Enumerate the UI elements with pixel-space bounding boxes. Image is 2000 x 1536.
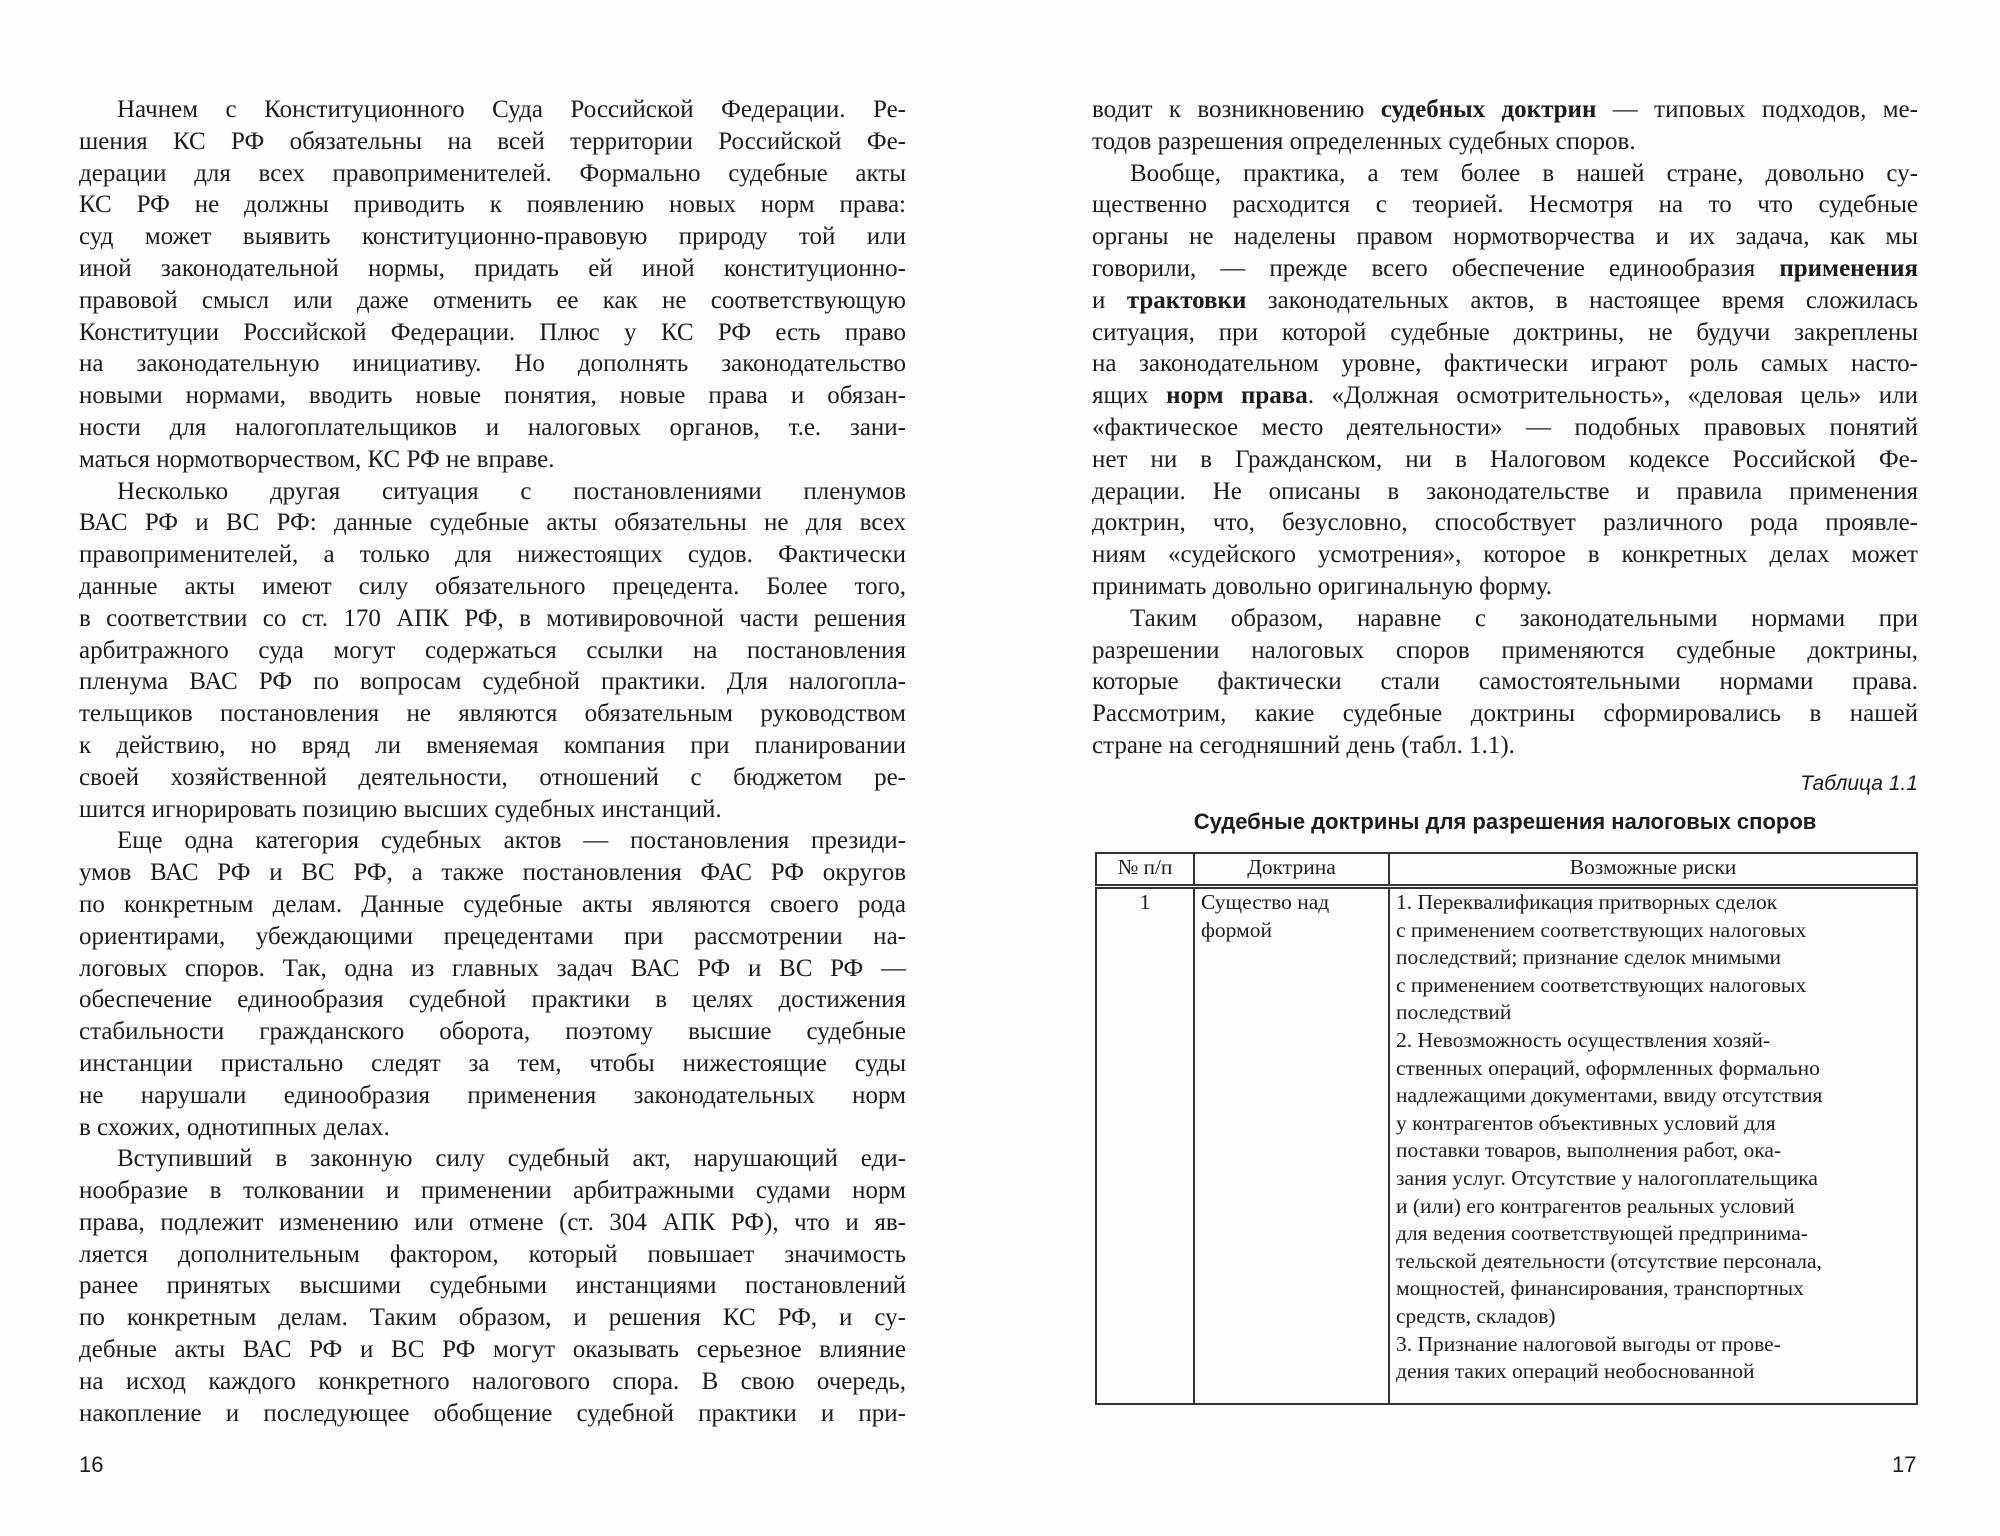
text-line: разрешении налоговых споров применяются судебные доктрины, xyxy=(1092,636,1918,664)
risk-line: зания услуг. Отсутствие у налогоплательщика xyxy=(1396,1165,1818,1190)
text-line xyxy=(1092,253,1918,285)
text-line: по конкретным делам. Данные судебные акты являются своего рода xyxy=(79,890,906,918)
risk-line: с применением соответствующих налоговых xyxy=(1396,972,1807,997)
risk-line: ственных операций, оформленных формально xyxy=(1396,1055,1820,1080)
text-line: накопление и последующее обобщение судебной практики и при- xyxy=(79,1399,906,1427)
doctrine-line: Существо над xyxy=(1201,890,1330,914)
header-risks: Возможные риски xyxy=(1389,853,1917,887)
left-page-text xyxy=(79,94,906,1429)
text-line: ности для налогоплательщиков и налоговых органов, т.е. зани- xyxy=(79,413,906,441)
text-line: шения КС РФ обязательны на всей территории Российской Фе- xyxy=(79,127,906,155)
text-line: Конституции Российской Федерации. Плюс у КС РФ есть право xyxy=(79,318,906,346)
text-line xyxy=(1092,94,1918,126)
risk-line: последствий; признание сделок мнимыми xyxy=(1396,945,1782,970)
text-line: по конкретным делам. Таким образом, и решения КС РФ, и су- xyxy=(79,1304,906,1332)
text-line: дерации для всех правоприменителей. Формально судебные акты xyxy=(79,159,906,187)
text-line: нет ни в Гражданском, ни в Налоговом кодексе Российской Фе- xyxy=(1092,445,1918,473)
text-segment: и xyxy=(1092,286,1127,314)
text-line xyxy=(1092,285,1918,317)
text-line: на исход каждого конкретного налогового спора. В свою очередь, xyxy=(79,1367,906,1395)
text-line: тельщиков постановления не являются обязательным руководством xyxy=(79,700,906,728)
paragraph xyxy=(79,476,906,826)
text-line: Еще одна категория судебных актов — постановления президи- xyxy=(117,827,906,855)
text-line: к действию, но вряд ли вменяемая компания при планировании xyxy=(79,731,906,759)
cell-doctrine xyxy=(1194,887,1389,1404)
risk-line: поставки товаров, выполнения работ, ока- xyxy=(1396,1138,1782,1163)
text-segment: ящих xyxy=(1092,382,1167,410)
risk-line: средств, складов) xyxy=(1396,1303,1556,1328)
paragraph xyxy=(79,94,906,476)
text-segment: — типовых подходов, ме- xyxy=(1596,96,1918,123)
text-line: Рассмотрим, какие судебные доктрины сформировались в нашей xyxy=(1092,700,1918,728)
text-line: доктрин, что, безусловно, способствует различного рода проявле- xyxy=(1092,509,1918,537)
text-line: права, подлежит изменению или отмене (ст. 304 АПК РФ), что и яв- xyxy=(79,1208,906,1236)
table-row xyxy=(1096,887,1917,1404)
text-line: инстанции пристально следят за тем, чтобы нижестоящие суды xyxy=(79,1049,906,1077)
risk-line: надлежащими документами, ввиду отсутствия xyxy=(1396,1083,1823,1108)
text-segment: . «Должная осмотрительность», «деловая цель» или xyxy=(1307,382,1918,410)
text-line: Вступивший в законную силу судебный акт, нарушающий еди- xyxy=(117,1145,906,1173)
text-line xyxy=(1092,380,1918,412)
text-segment: водит к возникновению xyxy=(1092,96,1381,123)
text-line: принимать довольно оригинальную форму. xyxy=(1092,572,1552,600)
text-line: тодов разрешения определенных судебных споров. xyxy=(1092,127,1636,155)
header-number: № п/п xyxy=(1096,853,1194,887)
doctrine-line: формой xyxy=(1201,917,1272,942)
text-line: Начнем с Конституционного Суда Российской Федерации. Ре- xyxy=(117,96,906,123)
text-line: на законодательную инициативу. Но дополнять законодательство xyxy=(79,350,906,378)
text-line: Таким образом, наравне с законодательными нормами при xyxy=(1130,604,1918,632)
bold-term: применения xyxy=(1779,254,1918,282)
text-line: в схожих, однотипных делах. xyxy=(79,1113,390,1141)
paragraph xyxy=(79,1143,906,1429)
text-line: ляется дополнительным фактором, который повышает значимость xyxy=(79,1240,906,1268)
text-line: суд может выявить конституционно-правовую природу той или xyxy=(79,223,906,251)
bold-term: трактовки xyxy=(1126,286,1247,314)
text-line: новыми нормами, вводить новые понятия, новые права и обязан- xyxy=(79,382,906,410)
text-line: своей хозяйственной деятельности, отношений с бюджетом ре- xyxy=(79,763,906,791)
text-line: щественно расходится с теорией. Несмотря на то что судебные xyxy=(1092,191,1918,219)
text-line: иной законодательной нормы, придать ей иной конституционно- xyxy=(79,254,906,282)
text-line: маться нормотворчеством, КС РФ не вправе. xyxy=(79,445,555,473)
risk-line: и (или) его контрагентов реальных условий xyxy=(1396,1193,1795,1218)
text-line: «фактическое место деятельности» — подобных правовых понятий xyxy=(1092,413,1918,441)
cell-risks xyxy=(1389,887,1917,1404)
text-line: обеспечение единообразия судебной практики в целях достижения xyxy=(79,986,906,1014)
text-line: данные акты имеют силу обязательного прецедента. Более того, xyxy=(79,572,906,600)
text-line: правовой смысл или даже отменить ее как не соответствующую xyxy=(79,286,906,314)
bold-term: судебных доктрин xyxy=(1380,96,1597,123)
risk-line: с применением соответствующих налоговых xyxy=(1396,917,1807,942)
cell-number: 1 xyxy=(1096,887,1194,1404)
text-line: не нарушали единообразия применения законодательных норм xyxy=(79,1081,906,1109)
page-number-right: 17 xyxy=(1892,1452,1917,1477)
text-line: арбитражного суда могут содержаться ссылки на постановления xyxy=(79,636,906,664)
page-number-left: 16 xyxy=(79,1452,104,1477)
text-line: умов ВАС РФ и ВС РФ, а также постановления ФАС РФ округов xyxy=(79,859,906,887)
text-line: пленума ВАС РФ по вопросам судебной практики. Для налогопла- xyxy=(79,668,906,696)
text-line: ранее принятых высшими судебными инстанциями постановлений xyxy=(79,1272,906,1300)
risk-line: 3. Признание налоговой выгоды от прове- xyxy=(1396,1331,1781,1356)
text-segment: говорили, — прежде всего обеспечение единообразия xyxy=(1092,254,1780,282)
text-line: ниям «судейского усмотрения», которое в конкретных делах может xyxy=(1092,541,1918,569)
right-page-text xyxy=(1092,94,1918,762)
text-line: ВАС РФ и ВС РФ: данные судебные акты обязательны не для всех xyxy=(79,509,906,537)
text-line: Несколько другая ситуация с постановлениями пленумов xyxy=(117,477,906,505)
text-line: на законодательном уровне, фактически играют роль самых насто- xyxy=(1092,350,1918,378)
bold-term: норм права xyxy=(1166,382,1308,410)
risk-line: 2. Невозможность осуществления хозяй- xyxy=(1396,1027,1771,1052)
risk-line: у контрагентов объективных условий для xyxy=(1396,1110,1776,1135)
text-line: ориентирами, убеждающими прецедентами при рассмотрении на- xyxy=(79,922,906,950)
risk-line: дения таких операций необоснованной xyxy=(1396,1359,1755,1384)
paragraph xyxy=(79,825,906,1143)
risk-line: тельской деятельности (отсутствие персонала, xyxy=(1396,1248,1822,1273)
table-title: Судебные доктрины для разрешения налоговых споров xyxy=(1193,809,1817,834)
paragraph xyxy=(1092,603,1918,762)
paragraph xyxy=(1092,158,1918,603)
text-line: стране на сегодняшний день (табл. 1.1). xyxy=(1092,731,1515,759)
risk-line: последствий xyxy=(1396,1000,1512,1025)
text-line: логовых споров. Так, одна из главных задач ВАС РФ и ВС РФ — xyxy=(79,954,906,982)
text-line: которые фактически стали самостоятельными нормами права. xyxy=(1092,668,1918,696)
text-line: шится игнорировать позицию высших судебных инстанций. xyxy=(79,795,722,823)
text-line: дерации. Не описаны в законодательстве и правила применения xyxy=(1092,477,1918,505)
paragraph xyxy=(1092,94,1918,158)
text-line: в соответствии со ст. 170 АПК РФ, в мотивировочной части решения xyxy=(79,604,906,632)
header-doctrine: Доктрина xyxy=(1194,853,1389,887)
table-caption: Таблица 1.1 xyxy=(1800,772,1918,795)
text-line: стабильности гражданского оборота, поэтому высшие судебные xyxy=(79,1018,906,1046)
doctrines-table xyxy=(1095,852,1918,1405)
risk-line: мощностей, финансирования, транспортных xyxy=(1396,1276,1804,1301)
text-segment: законодательных актов, в настоящее время сложилась xyxy=(1246,286,1919,314)
risk-line: для ведения соответствующей предпринима- xyxy=(1396,1221,1808,1246)
text-line: нообразие в толковании и применении арбитражными судами норм xyxy=(79,1177,906,1205)
text-line: правоприменителей, а только для нижестоящих судов. Фактически xyxy=(79,541,906,569)
text-line: КС РФ не должны приводить к появлению новых норм права: xyxy=(79,191,906,219)
text-line: органы не наделены правом нормотворчества и их задача, как мы xyxy=(1092,223,1918,251)
text-line: ситуация, при которой судебные доктрины, не будучи закреплены xyxy=(1092,318,1918,346)
text-line: дебные акты ВАС РФ и ВС РФ могут оказывать серьезное влияние xyxy=(79,1336,906,1364)
risk-line: 1. Переквалификация притворных сделок xyxy=(1396,890,1778,914)
text-line: Вообще, практика, а тем более в нашей стране, довольно су- xyxy=(1130,159,1918,187)
table-header-row xyxy=(1096,853,1917,887)
